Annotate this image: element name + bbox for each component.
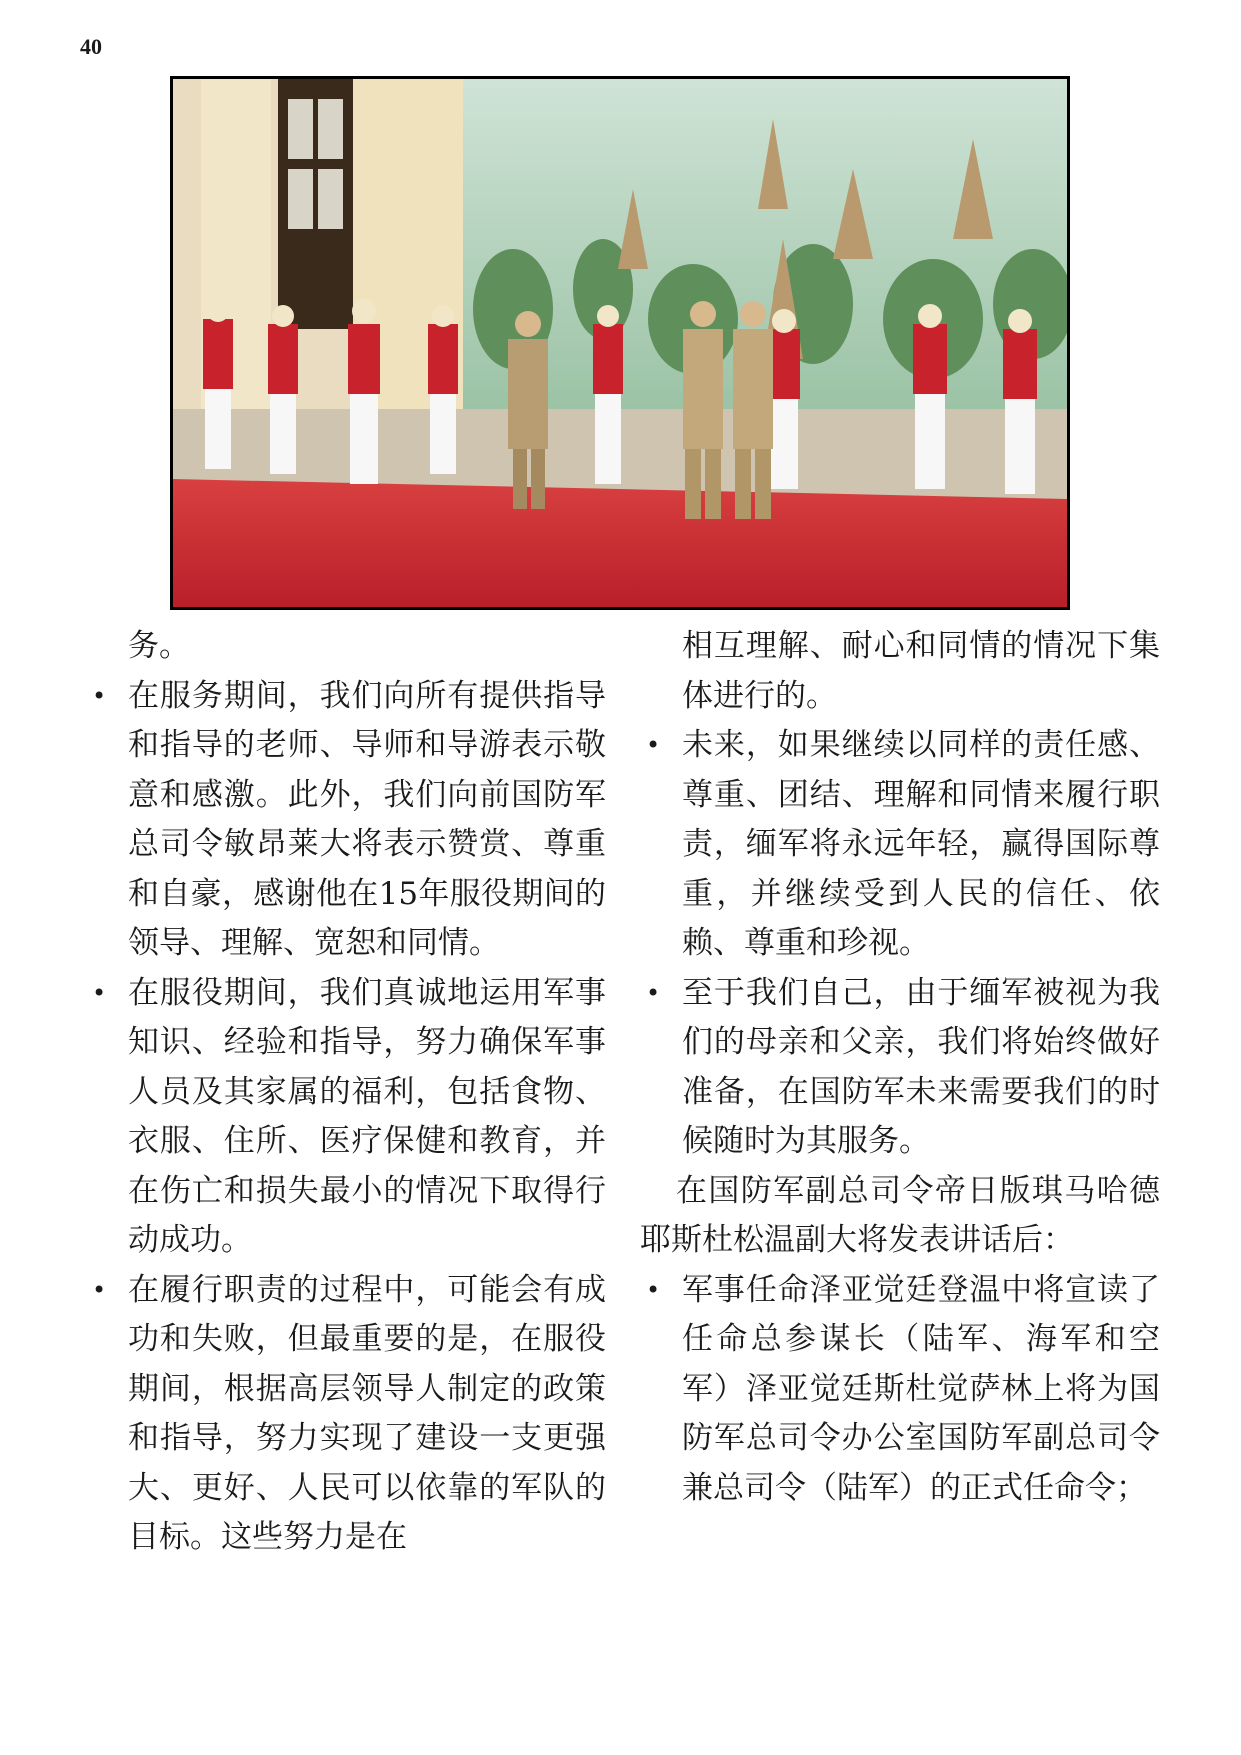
right-continuation: 相互理解、耐心和同情的情况下集体进行的。: [682, 628, 1160, 714]
bullet-dot: •: [92, 978, 107, 1007]
left-bullet-3: [86, 1266, 606, 1563]
right-bullet-2-text: 至于我们自己，由于缅军被视为我们的母亲和父亲，我们将始终做好准备，在国防军未来需要我们的时候随时为其服务。: [682, 974, 1160, 1159]
right-paragraph: 在国防军副总司令帝日版琪马哈德耶斯杜松温副大将发表讲话后：: [640, 1172, 1160, 1258]
left-bullet-1-text: 在服务期间，我们向所有提供指导和指导的老师、导师和导游表示敬意和感激。此外，我们向前国防军总司令敏昂莱大将表示赞赏、尊重和自豪，感谢他在15年服役期间的领导、理解、宽恕和同情。: [128, 677, 606, 961]
right-bullet-3-text: 军事任命泽亚觉廷登温中将宣读了任命总参谋长（陆军、海军和空军）泽亚觉廷斯杜觉萨林上将为国防军总司令办公室国防军副总司令兼总司令（陆军）的正式任命令；: [682, 1271, 1160, 1506]
left-bullet-2-text: 在服役期间，我们真诚地运用军事知识、经验和指导，努力确保军事人员及其家属的福利，包括食物、衣服、住所、医疗保健和教育，并在伤亡和损失最小的情况下取得行动成功。: [128, 974, 606, 1258]
right-bullet-1: [640, 721, 1160, 969]
left-bullet-3-text: 在履行职责的过程中，可能会有成功和失败，但最重要的是，在服役期间，根据高层领导人制定的政策和指导，努力实现了建设一支更强大、更好、人民可以依靠的军队的目标。这些努力是在: [128, 1271, 606, 1555]
bullet-dot: •: [92, 1275, 107, 1304]
right-column: [640, 622, 1160, 1513]
right-bullet-3: [640, 1266, 1160, 1514]
bullet-dot: •: [646, 1275, 661, 1304]
left-bullet-2: [86, 969, 606, 1266]
bullet-dot: •: [646, 978, 661, 1007]
page-number: 40: [80, 34, 102, 59]
ceremony-photo-illustration: [173, 79, 1067, 607]
bullet-dot: •: [646, 731, 661, 759]
bullet-dot: •: [92, 681, 107, 710]
left-bullet-1: [86, 672, 606, 969]
left-continuation: 务。: [128, 628, 190, 664]
ceremony-photo: [170, 76, 1070, 610]
right-bullet-2: [640, 969, 1160, 1167]
left-column: [86, 622, 606, 1563]
right-bullet-1-text: 未来，如果继续以同样的责任感、尊重、团结、理解和同情来履行职责，缅军将永远年轻，赢得国际尊重，并继续受到人民的信任、依赖、尊重和珍视。: [682, 727, 1160, 961]
